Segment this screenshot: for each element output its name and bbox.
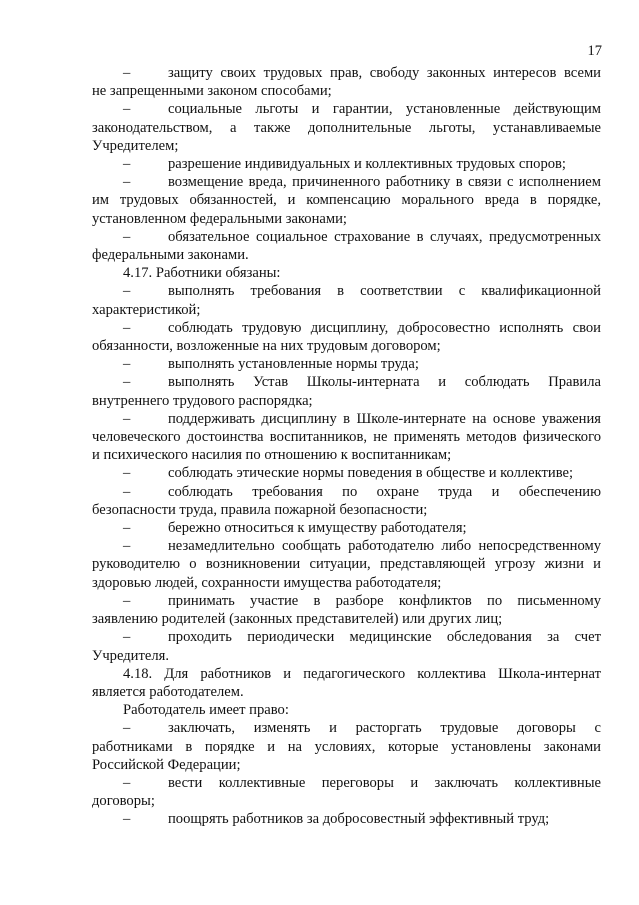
text-line: выполнять Устав Школы-интерната и соблюдать Правила	[168, 374, 601, 391]
paragraph	[92, 665, 601, 701]
text-line: вести коллективные переговоры и заключать коллективные	[168, 774, 601, 791]
document-body	[92, 64, 601, 829]
list-dash: –	[123, 629, 131, 646]
list-dash: –	[123, 538, 131, 555]
text-line: соблюдать этические нормы поведения в обществе и коллективе;	[168, 465, 574, 482]
text-line: руководителю о возникновении ситуации, представляющей угрозу жизни и	[92, 556, 601, 573]
list-dash: –	[123, 410, 131, 427]
list-item	[92, 537, 601, 592]
list-dash: –	[123, 156, 131, 173]
text-line: и психического насилия по отношению к воспитанникам;	[92, 447, 452, 464]
text-line: внутреннего трудового распорядка;	[92, 392, 313, 409]
list-item	[92, 628, 601, 664]
text-line: является работодателем.	[92, 683, 244, 700]
text-line: соблюдать трудовую дисциплину, добросовестно исполнять свои	[168, 319, 601, 336]
list-dash: –	[123, 720, 131, 737]
paragraph	[92, 701, 601, 719]
text-line: поддерживать дисциплину в Школе-интернате на основе уважения	[168, 410, 601, 427]
text-line: Учредителя.	[92, 647, 169, 664]
text-line: бережно относиться к имуществу работодателя;	[168, 520, 467, 537]
text-line: Работодатель имеет право:	[123, 702, 289, 719]
text-line: выполнять установленные нормы труда;	[168, 356, 419, 373]
list-item	[92, 592, 601, 628]
text-line: Учредителем;	[92, 137, 179, 154]
list-dash: –	[123, 283, 131, 300]
page-number: 17	[587, 43, 602, 59]
list-dash: –	[123, 101, 131, 118]
text-line: 4.18. Для работников и педагогического коллектива Школа-интернат	[123, 665, 601, 682]
list-item	[92, 810, 601, 828]
list-dash: –	[123, 65, 131, 81]
text-line: проходить периодически медицинские обследования за счет	[168, 629, 601, 646]
list-dash: –	[123, 356, 131, 373]
list-item	[92, 100, 601, 155]
text-line: безопасности труда, правила пожарной безопасности;	[92, 501, 428, 518]
text-line: защиту своих трудовых прав, свободу законных интересов всеми	[168, 65, 601, 81]
text-line: заключать, изменять и расторгать трудовые договоры с	[168, 720, 601, 737]
list-item	[92, 355, 601, 373]
list-dash: –	[123, 465, 131, 482]
text-line: поощрять работников за добросовестный эффективный труд;	[168, 811, 550, 828]
text-line: не запрещенными законом способами;	[92, 83, 332, 100]
list-item	[92, 173, 601, 228]
text-line: 4.17. Работники обязаны:	[123, 265, 281, 282]
list-dash: –	[123, 592, 131, 609]
list-item	[92, 464, 601, 482]
list-item	[92, 155, 601, 173]
text-line: человеческого достоинства воспитанников, не применять методов физического	[92, 429, 601, 446]
list-item	[92, 519, 601, 537]
text-line: договоры;	[92, 793, 155, 810]
list-dash: –	[123, 811, 131, 828]
text-line: соблюдать требования по охране труда и обеспечению	[168, 483, 601, 500]
list-dash: –	[123, 483, 131, 500]
text-line: обязательное социальное страхование в случаях, предусмотренных	[168, 228, 601, 245]
text-line: разрешение индивидуальных и коллективных трудовых споров;	[168, 156, 566, 173]
list-dash: –	[123, 228, 131, 245]
text-line: незамедлительно сообщать работодателю либо непосредственному	[168, 538, 601, 555]
text-line: установленном федеральными законами;	[92, 210, 347, 227]
text-line: обязанности, возложенные на них трудовым договором;	[92, 338, 441, 355]
text-line: федеральными законами.	[92, 247, 249, 264]
list-dash: –	[123, 774, 131, 791]
list-item	[92, 373, 601, 409]
list-dash: –	[123, 374, 131, 391]
text-line: социальные льготы и гарантии, установленные действующим	[168, 101, 601, 118]
list-dash: –	[123, 520, 131, 537]
list-item	[92, 319, 601, 355]
list-item	[92, 410, 601, 465]
list-item	[92, 719, 601, 774]
text-line: принимать участие в разборе конфликтов по письменному	[168, 592, 601, 609]
list-dash: –	[123, 319, 131, 336]
text-line: им трудовых обязанностей, и компенсацию морального вреда в порядке,	[92, 192, 601, 209]
list-item	[92, 228, 601, 264]
list-dash: –	[123, 174, 131, 191]
paragraph	[92, 264, 601, 282]
text-line: работниками в порядке и на условиях, которые установлены законами	[92, 738, 601, 755]
text-line: выполнять требования в соответствии с квалификационной	[168, 283, 601, 300]
list-item	[92, 64, 601, 100]
list-item	[92, 774, 601, 810]
text-line: заявлению родителей (законных представителей) или других лиц;	[92, 611, 503, 628]
text-line: возмещение вреда, причиненного работнику в связи с исполнением	[168, 174, 601, 191]
text-line: Российской Федерации;	[92, 756, 241, 773]
text-line: законодательством, а также дополнительные льготы, устанавливаемые	[92, 119, 601, 136]
text-line: здоровью людей, сохранности имущества работодателя;	[92, 574, 442, 591]
text-line: характеристикой;	[92, 301, 201, 318]
list-item	[92, 282, 601, 318]
list-item	[92, 483, 601, 519]
